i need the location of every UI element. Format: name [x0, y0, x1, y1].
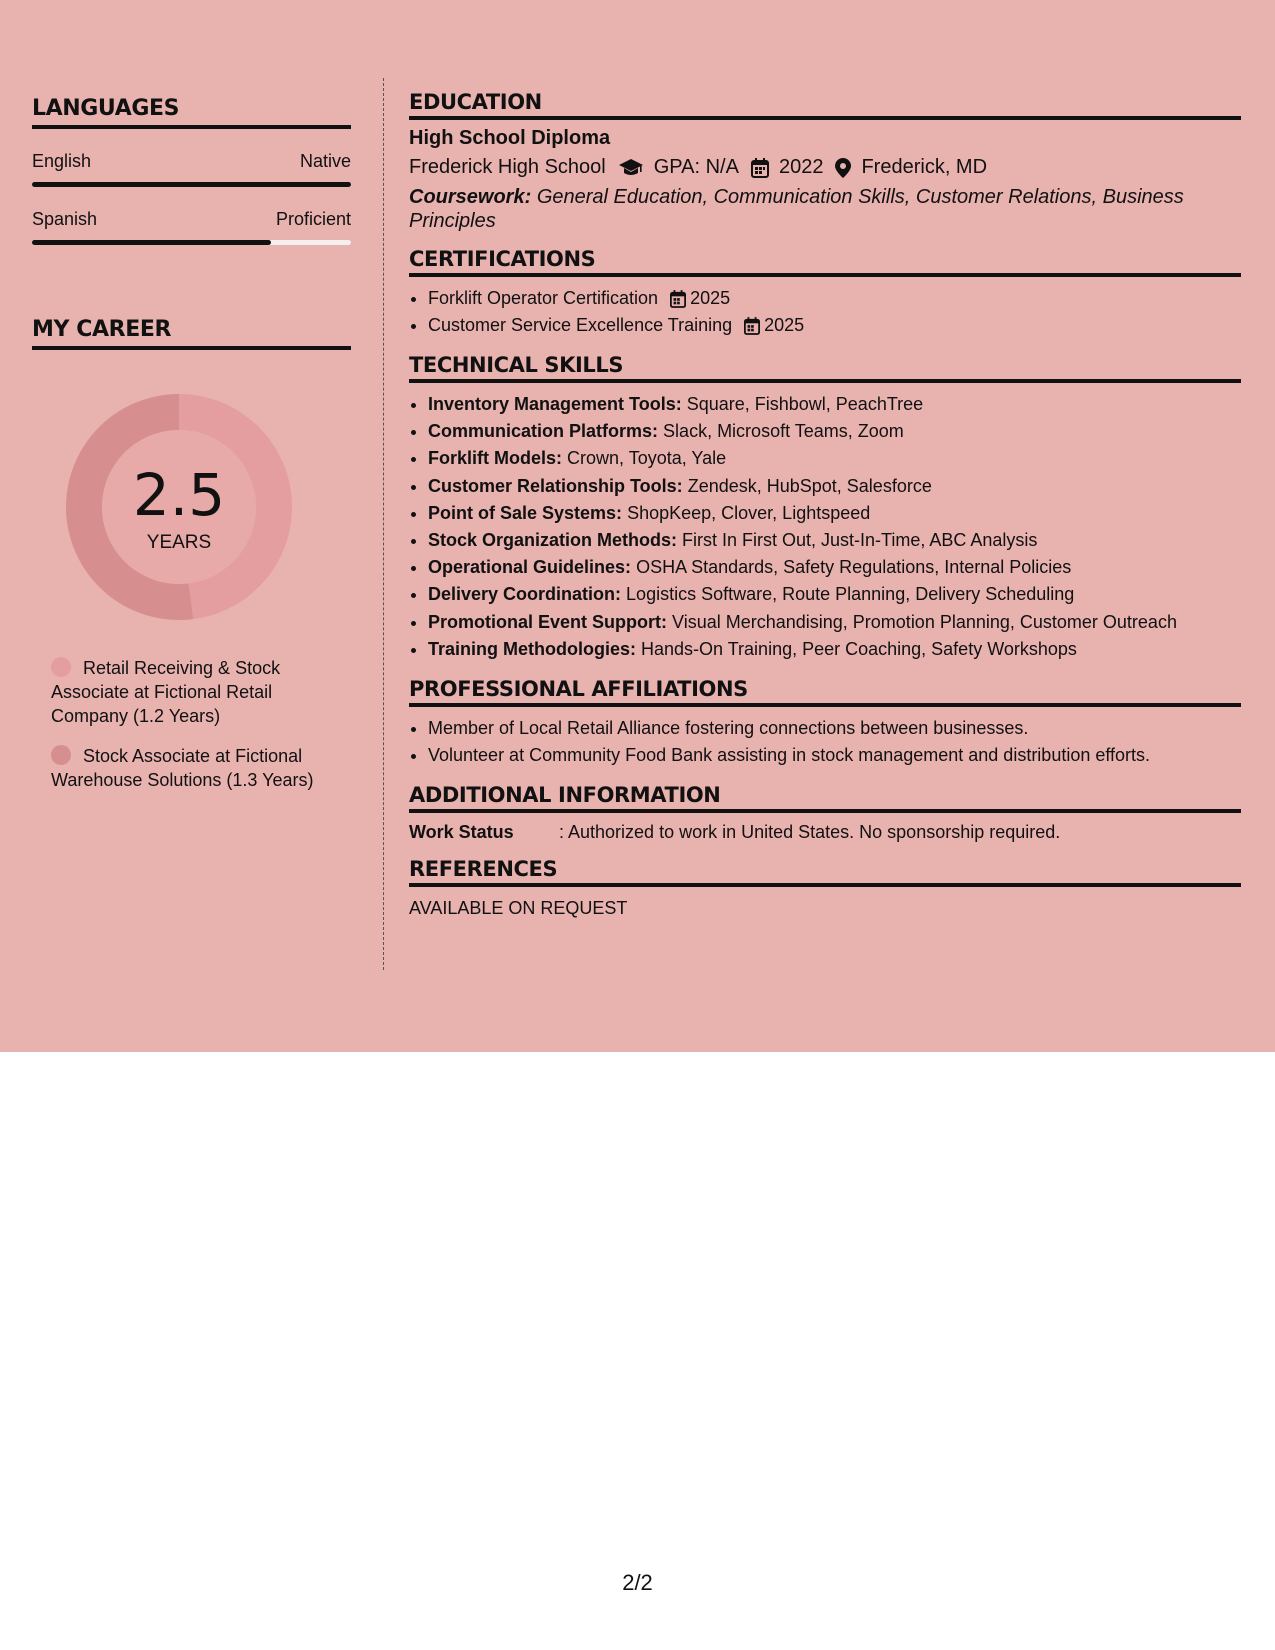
legend-dot-icon — [51, 745, 71, 765]
list-item — [428, 285, 1241, 312]
list-item — [428, 581, 1241, 608]
skill-values: Logistics Software, Route Planning, Delivery Scheduling — [626, 584, 1075, 605]
column-divider — [383, 78, 384, 970]
career-heading: MY CAREER — [32, 317, 351, 350]
certification-year: 2025 — [690, 288, 731, 308]
language-proficiency-bar — [32, 182, 351, 187]
skill-category: Promotional Event Support: — [428, 611, 668, 632]
location-pin-icon — [835, 158, 851, 178]
additional-info-section — [409, 783, 1241, 843]
list-item — [428, 636, 1241, 663]
education-section — [409, 90, 1241, 233]
references-section — [409, 857, 1241, 919]
education-details — [409, 156, 1241, 179]
certification-name: • Forklift Operator Certification — [428, 288, 659, 308]
certifications-section — [409, 247, 1241, 339]
skill-values: First In First Out, Just-In-Time, ABC Analysis — [682, 530, 1038, 551]
references-text: AVAILABLE ON REQUEST — [409, 898, 628, 919]
school-name: Frederick High School — [409, 156, 606, 178]
language-proficiency-fill — [32, 240, 271, 245]
language-level: Native — [299, 151, 351, 171]
skill-values: ShopKeep, Clover, Lightspeed — [627, 502, 871, 523]
languages-heading: LANGUAGES — [32, 96, 351, 129]
language-item — [32, 209, 351, 245]
right-column — [409, 90, 1241, 933]
career-legend — [51, 656, 351, 792]
language-item — [32, 151, 351, 187]
graduation-cap-icon — [618, 158, 644, 178]
skill-category: Operational Guidelines: — [428, 557, 632, 578]
calendar-icon — [744, 317, 760, 335]
skill-category: Customer Relationship Tools: — [428, 475, 683, 496]
career-donut-chart — [66, 394, 292, 620]
list-item — [428, 473, 1241, 500]
affiliations-list — [409, 715, 1241, 769]
language-proficiency-bar — [32, 240, 351, 245]
list-item — [428, 312, 1241, 339]
skill-category: Delivery Coordination: — [428, 584, 622, 605]
references-heading: REFERENCES — [409, 857, 1241, 887]
legend-dot-icon — [51, 657, 71, 677]
left-column — [32, 96, 351, 808]
career-total-years: 2.5 — [132, 461, 226, 529]
language-level: Proficient — [275, 209, 351, 229]
calendar-icon — [751, 158, 769, 178]
skill-category: Inventory Management Tools: — [428, 394, 682, 414]
technical-skills-section — [409, 353, 1241, 663]
list-item — [428, 527, 1241, 554]
list-item — [428, 500, 1241, 527]
work-status-value: : Authorized to work in United States. No sponsorship required. — [559, 822, 1061, 843]
certifications-heading: CERTIFICATIONS — [409, 247, 1241, 277]
career-job-label: Stock Associate at Fictional Warehouse Solutions (1.3 Years) — [51, 746, 314, 790]
skill-category: Communication Platforms: — [428, 421, 659, 442]
list-item: • Volunteer at Community Food Bank assisting in stock management and distribution efforts. — [428, 742, 1241, 769]
technical-skills-heading: TECHNICAL SKILLS — [409, 353, 1241, 383]
skill-values: Slack, Microsoft Teams, Zoom — [663, 421, 904, 442]
language-name: Spanish — [32, 209, 98, 229]
coursework-label: Coursework: — [409, 186, 532, 208]
education-heading: EDUCATION — [409, 90, 1241, 120]
list-item — [428, 418, 1241, 445]
certification-name: • Customer Service Excellence Training — [428, 315, 733, 335]
list-item: • Member of Local Retail Alliance fostering connections between businesses. — [428, 715, 1241, 742]
career-legend-item — [51, 656, 351, 728]
school-location: Frederick, MD — [861, 156, 988, 178]
list-item — [428, 445, 1241, 472]
career-total-unit: YEARS — [146, 532, 212, 553]
skill-values: Hands-On Training, Peer Coaching, Safety Workshops — [641, 638, 1077, 659]
skill-values: Zendesk, HubSpot, Salesforce — [687, 475, 932, 496]
language-name: English — [32, 151, 92, 171]
technical-skills-list — [409, 391, 1241, 663]
page-number: 2/2 — [622, 1570, 653, 1595]
skill-values: Crown, Toyota, Yale — [567, 448, 727, 469]
career-job-label: Retail Receiving & Stock Associate at Fictional Retail Company (1.2 Years) — [51, 658, 281, 726]
language-proficiency-fill — [32, 182, 351, 187]
skill-category: Training Methodologies: — [428, 638, 636, 659]
list-item — [428, 554, 1241, 581]
work-status-label: Work Status — [409, 822, 514, 843]
certification-year: 2025 — [764, 315, 805, 335]
certifications-list — [409, 285, 1241, 339]
skill-values: Visual Merchandising, Promotion Planning, Customer Outreach — [672, 611, 1177, 632]
skill-category: Forklift Models: — [428, 448, 562, 469]
gpa-value: GPA: N/A — [653, 156, 739, 178]
work-status-row — [409, 822, 1241, 843]
list-item — [428, 609, 1241, 636]
skill-values: OSHA Standards, Safety Regulations, Internal Policies — [636, 557, 1072, 578]
affiliations-section — [409, 677, 1241, 769]
skill-category: Stock Organization Methods: — [428, 530, 678, 551]
calendar-icon — [670, 290, 686, 308]
skill-category: Point of Sale Systems: — [428, 502, 623, 523]
degree-title: High School Diploma — [409, 127, 611, 149]
career-legend-item — [51, 744, 351, 792]
list-item — [428, 391, 1241, 418]
coursework — [409, 185, 1241, 233]
additional-info-heading: ADDITIONAL INFORMATION — [409, 783, 1241, 813]
affiliations-heading: PROFESSIONAL AFFILIATIONS — [409, 677, 1241, 707]
graduation-year: 2022 — [778, 156, 824, 178]
skill-values: Square, Fishbowl, PeachTree — [686, 394, 924, 414]
coursework-list: General Education, Communication Skills, Customer Relations, Business Principles — [409, 186, 1184, 232]
